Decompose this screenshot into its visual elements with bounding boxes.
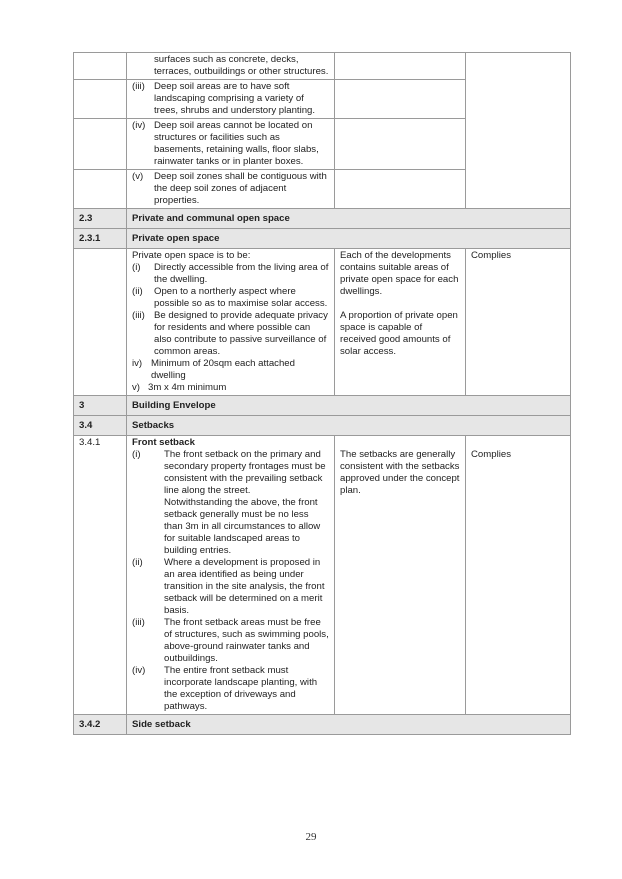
section-header-row xyxy=(74,396,571,416)
section-number: 2.3 xyxy=(74,209,127,229)
item-text: Open to a northerly aspect where possible so as to maximise solar access. xyxy=(154,286,328,309)
section-title: Side setback xyxy=(127,715,571,735)
comment-text: Each of the developments contains suitable areas of private open space for each dwellings. xyxy=(340,250,459,297)
status-text: Complies xyxy=(471,449,511,460)
item-text: Deep soil zones shall be contiguous with the deep soil zones of adjacent properties. xyxy=(154,171,327,206)
item-number: v) xyxy=(132,382,140,393)
list-item xyxy=(132,557,329,617)
list-item xyxy=(132,617,329,665)
section-number: 3 xyxy=(74,396,127,416)
clause-title: Front setback xyxy=(132,437,195,448)
control-cell xyxy=(127,436,335,715)
list-item xyxy=(132,286,329,310)
item-number: iv) xyxy=(132,358,143,369)
comment-cell xyxy=(335,119,466,170)
status-cell: Complies xyxy=(466,249,571,396)
section-title: Setbacks xyxy=(127,416,571,436)
section-header-row xyxy=(74,416,571,436)
item-number: (ii) xyxy=(132,286,143,297)
item-text: Deep soil areas are to have soft landscaping comprising a variety of trees, shrubs and understory planting. xyxy=(154,81,316,116)
comment-cell xyxy=(335,53,466,80)
comment-cell xyxy=(335,170,466,209)
clause-number-cell xyxy=(74,53,127,80)
section-number: 3.4 xyxy=(74,416,127,436)
section-number: 3.4.2 xyxy=(74,715,127,735)
section-number: 2.3.1 xyxy=(74,229,127,249)
list-item xyxy=(132,449,329,557)
control-cell xyxy=(127,53,335,80)
item-number: (v) xyxy=(132,171,144,182)
status-cell xyxy=(466,436,571,715)
item-number: (iv) xyxy=(132,120,146,131)
item-number xyxy=(132,54,154,78)
control-cell xyxy=(127,249,335,396)
item-text: Be designed to provide adequate privacy for residents and where possible can also contribute to passive surveillance of common areas. xyxy=(154,310,328,357)
control-cell xyxy=(127,80,335,119)
section-title: Private and communal open space xyxy=(127,209,571,229)
comment-cell xyxy=(335,249,466,396)
item-text: Deep soil areas cannot be located on structures or facilities such as basements, retaining walls, floor slabs, rainwater tanks or in planter boxes. xyxy=(154,120,319,167)
comment-cell xyxy=(335,436,466,715)
item-text: surfaces such as concrete, decks, terraces, outbuildings or other structures. xyxy=(154,54,329,77)
item-extra-text: Notwithstanding the above, the front setback generally must be no less than 3m in all circumstances to allow for suitable landscaped areas to building entries. xyxy=(164,497,321,556)
comment-text: The setbacks are generally consistent with the setbacks approved under the concept plan. xyxy=(340,449,460,496)
item-number: (iii) xyxy=(132,81,145,92)
list-item xyxy=(132,81,329,117)
item-number: (iv) xyxy=(132,665,146,676)
item-text: Directly accessible from the living area of the dwelling. xyxy=(154,262,329,285)
compliance-table xyxy=(73,52,571,735)
section-header-row xyxy=(74,229,571,249)
table-row xyxy=(74,436,571,715)
list-item xyxy=(132,358,329,382)
status-cell xyxy=(466,53,571,209)
list-item xyxy=(132,262,329,286)
clause-number-cell: 3.4.1 xyxy=(74,436,127,715)
list-item xyxy=(132,382,329,394)
list-item xyxy=(132,171,329,207)
item-number: (iii) xyxy=(132,617,145,628)
section-title: Private open space xyxy=(127,229,571,249)
list-item xyxy=(132,665,329,713)
item-number: (iii) xyxy=(132,310,145,321)
control-cell xyxy=(127,170,335,209)
page-number: 29 xyxy=(305,831,317,843)
section-header-row xyxy=(74,715,571,735)
item-number: (ii) xyxy=(132,557,143,568)
table-row xyxy=(74,53,571,80)
control-cell xyxy=(127,119,335,170)
clause-number-cell xyxy=(74,170,127,209)
intro-text: Private open space is to be: xyxy=(132,250,251,261)
clause-number-cell xyxy=(74,249,127,396)
list-item xyxy=(132,310,329,358)
section-title: Building Envelope xyxy=(127,396,571,416)
comment-cell xyxy=(335,80,466,119)
item-text: Where a development is proposed in an area identified as being under transition in the site analysis, the front setback will be determined on a merit basis. xyxy=(164,557,325,616)
section-header-row xyxy=(74,209,571,229)
item-text: The front setback areas must be free of structures, such as swimming pools, above-ground rainwater tanks and outbuildings. xyxy=(164,617,329,664)
item-number: (i) xyxy=(132,262,141,273)
comment-text: A proportion of private open space is capable of received good amounts of solar access. xyxy=(340,310,458,357)
item-text: Minimum of 20sqm each attached dwelling xyxy=(151,358,295,381)
item-text: The front setback on the primary and secondary property frontages must be consistent with the prevailing setback line along the street. xyxy=(164,449,326,496)
clause-number-cell xyxy=(74,80,127,119)
clause-number-cell xyxy=(74,119,127,170)
table-row xyxy=(74,249,571,396)
item-number: (i) xyxy=(132,449,141,460)
list-item xyxy=(132,54,329,78)
item-text: 3m x 4m minimum xyxy=(148,382,227,393)
item-text: The entire front setback must incorporate landscape planting, with the exception of driveways and pathways. xyxy=(164,665,318,712)
list-item xyxy=(132,120,329,168)
